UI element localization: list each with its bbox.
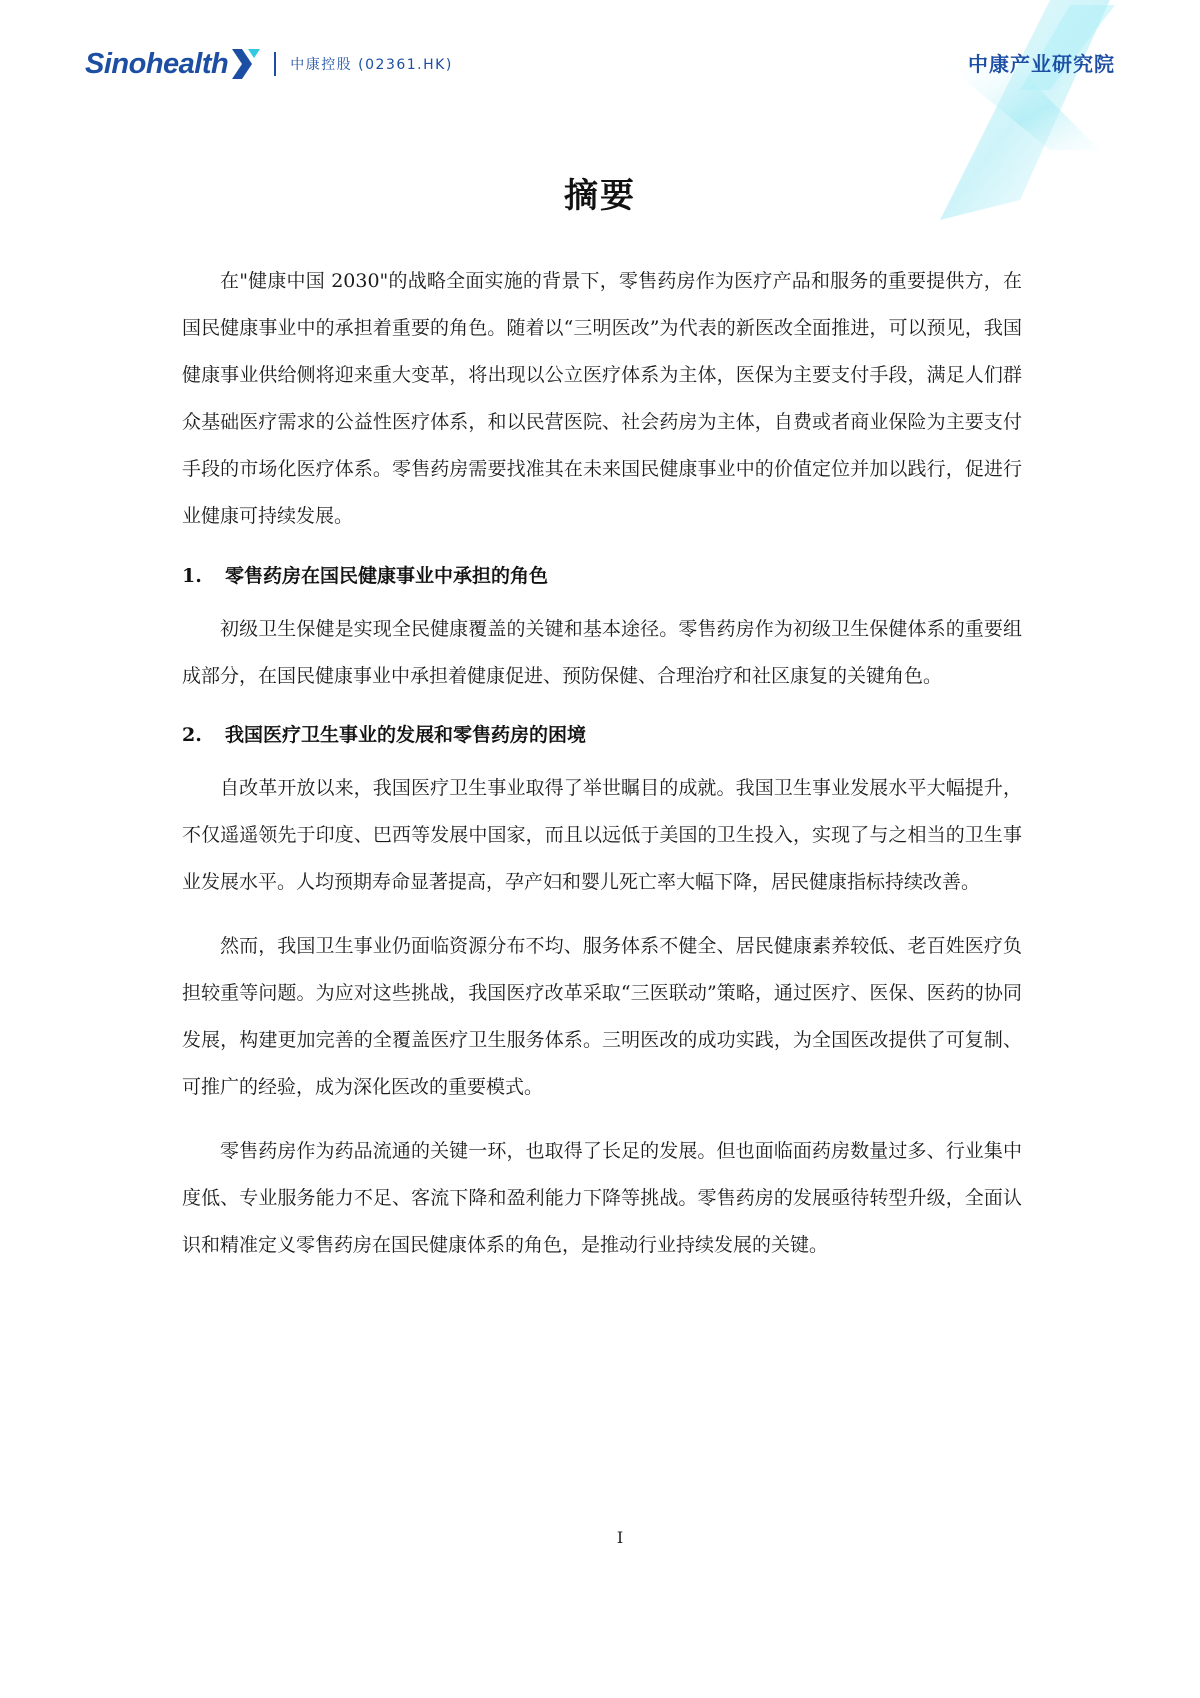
section-2-paragraph-3: 零售药房作为药品流通的关键一环，也取得了长足的发展。但也面临面药房数量过多、行业集中度低、专业服务能力不足、客流下降和盈利能力下降等挑战。零售药房的发展亟待转型升级，全面认识和精准定义零售药房在国民健康体系的角色，是推动行业持续发展的关键。 xyxy=(182,1140,1022,1256)
logo-divider xyxy=(274,52,276,76)
institute-name: 中康产业研究院 xyxy=(968,52,1115,76)
section-title: 我国医疗卫生事业的发展和零售药房的困境 xyxy=(225,724,587,746)
brand-name: Sinohealth xyxy=(85,47,229,80)
logo-x-mark-icon xyxy=(230,47,262,81)
section-number: 1. xyxy=(182,565,202,587)
page-title: 摘要 xyxy=(564,176,636,216)
stock-code: 中康控股 (02361.HK) xyxy=(290,57,453,73)
page-header xyxy=(85,42,1115,92)
section-1-paragraph: 初级卫生保健是实现全民健康覆盖的关键和基本途径。零售药房作为初级卫生保健体系的重要组成部分，在国民健康事业中承担着健康促进、预防保健、合理治疗和社区康复的关键角色。 xyxy=(182,618,1022,687)
section-number: 2. xyxy=(182,724,202,746)
intro-paragraph: 在"健康中国 2030"的战略全面实施的背景下，零售药房作为医疗产品和服务的重要提供方，在国民健康事业中的承担着重要的角色。随着以“三明医改”为代表的新医改全面推进，可以预见，我国健康事业供给侧将迎来重大变革，将出现以公立医疗体系为主体，医保为主要支付手段，满足人们群众基础医疗需求的公益性医疗体系，和以民营医院、社会药房为主体，自费或者商业保险为主要支付手段的市场化医疗体系。零售药房需要找准其在未来国民健康事业中的价值定位并加以践行，促进行业健康可持续发展。 xyxy=(182,270,1022,527)
section-1-heading xyxy=(182,556,1022,596)
section-title: 零售药房在国民健康事业中承担的角色 xyxy=(225,565,549,587)
page-number: I xyxy=(616,1528,624,1547)
document-body xyxy=(182,258,1022,1269)
sinohealth-logo xyxy=(85,42,453,86)
section-2-paragraph-2: 然而，我国卫生事业仍面临资源分布不均、服务体系不健全、居民健康素养较低、老百姓医疗负担较重等问题。为应对这些挑战，我国医疗改革采取“三医联动”策略，通过医疗、医保、医药的协同发展，构建更加完善的全覆盖医疗卫生服务体系。三明医改的成功实践，为全国医改提供了可复制、可推广的经验，成为深化医改的重要模式。 xyxy=(182,935,1022,1098)
section-2-paragraph-1: 自改革开放以来，我国医疗卫生事业取得了举世瞩目的成就。我国卫生事业发展水平大幅提升，不仅遥遥领先于印度、巴西等发展中国家，而且以远低于美国的卫生投入，实现了与之相当的卫生事业发展水平。人均预期寿命显著提高，孕产妇和婴儿死亡率大幅下降，居民健康指标持续改善。 xyxy=(182,777,1022,893)
section-2-heading xyxy=(182,715,1022,755)
